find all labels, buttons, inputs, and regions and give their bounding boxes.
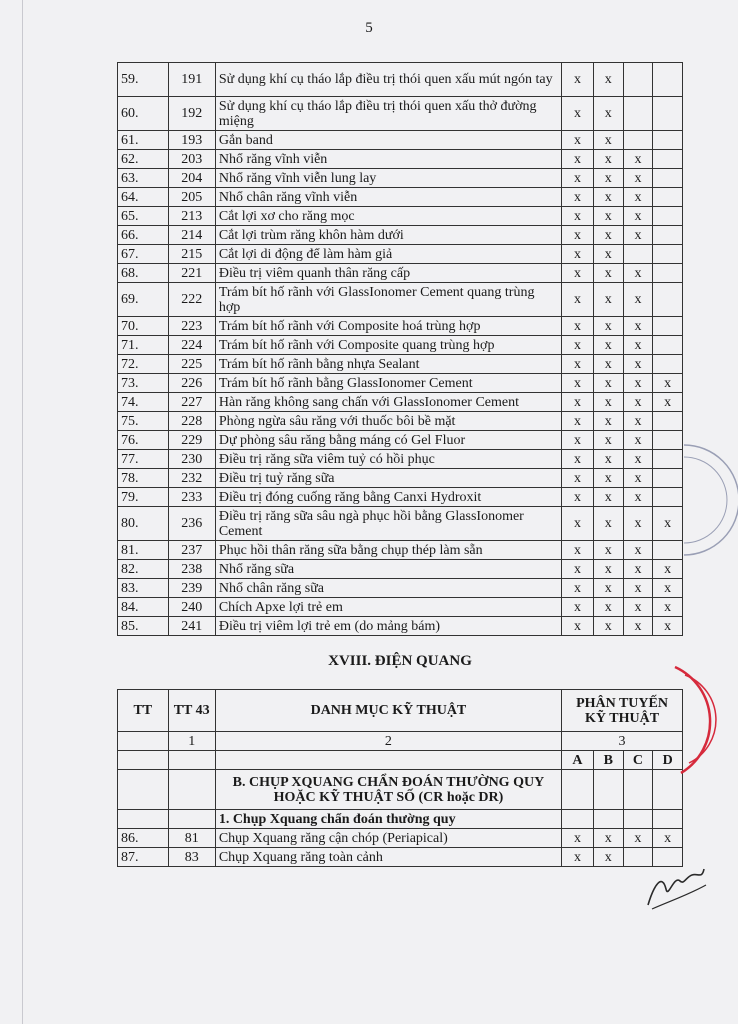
empty-cell bbox=[623, 770, 653, 810]
header-danh-muc: DANH MỤC KỸ THUẬT bbox=[215, 690, 561, 732]
row-level-mark: x bbox=[593, 283, 623, 317]
row-name: Cắt lợi trùm răng khôn hàm dưới bbox=[215, 226, 561, 245]
row-level-mark bbox=[653, 226, 683, 245]
subsection-b-row bbox=[118, 770, 683, 810]
row-level-mark: x bbox=[593, 507, 623, 541]
table-row bbox=[118, 317, 683, 336]
row-name: Nhổ răng vĩnh viễn lung lay bbox=[215, 169, 561, 188]
subsection-b-title: B. CHỤP XQUANG CHẨN ĐOÁN THƯỜNG QUY HOẶC KỸ THUẬT SỐ (CR hoặc DR) bbox=[215, 770, 561, 810]
row-tt: 66. bbox=[118, 226, 169, 245]
row-level-mark bbox=[623, 245, 653, 264]
table-row bbox=[118, 560, 683, 579]
row-level-mark: x bbox=[623, 283, 653, 317]
level-cell-empty bbox=[118, 751, 169, 770]
empty-cell bbox=[623, 810, 653, 829]
table-row bbox=[118, 579, 683, 598]
row-code: 205 bbox=[168, 188, 215, 207]
table-row bbox=[118, 598, 683, 617]
row-tt: 61. bbox=[118, 131, 169, 150]
row-tt: 80. bbox=[118, 507, 169, 541]
row-level-mark: x bbox=[562, 355, 594, 374]
row-level-mark: x bbox=[562, 207, 594, 226]
empty-cell bbox=[168, 770, 215, 810]
row-level-mark: x bbox=[653, 829, 683, 848]
row-tt: 70. bbox=[118, 317, 169, 336]
row-name: Điều trị răng sữa viêm tuỷ có hồi phục bbox=[215, 450, 561, 469]
row-code: 227 bbox=[168, 393, 215, 412]
row-level-mark: x bbox=[623, 598, 653, 617]
row-code: 223 bbox=[168, 317, 215, 336]
row-level-mark bbox=[653, 63, 683, 97]
row-level-mark: x bbox=[562, 848, 594, 867]
row-code: 222 bbox=[168, 283, 215, 317]
level-c: C bbox=[623, 751, 653, 770]
row-level-mark: x bbox=[562, 393, 594, 412]
level-row bbox=[118, 751, 683, 770]
row-name: Điều trị răng sữa sâu ngà phục hồi bằng GlassIonomer Cement bbox=[215, 507, 561, 541]
table-row bbox=[118, 131, 683, 150]
row-tt: 65. bbox=[118, 207, 169, 226]
row-name: Trám bít hố rãnh với GlassIonomer Cement quang trùng hợp bbox=[215, 283, 561, 317]
row-level-mark: x bbox=[562, 169, 594, 188]
row-level-mark: x bbox=[623, 169, 653, 188]
row-level-mark bbox=[653, 431, 683, 450]
row-code: 240 bbox=[168, 598, 215, 617]
row-level-mark: x bbox=[562, 226, 594, 245]
row-code: 226 bbox=[168, 374, 215, 393]
row-level-mark bbox=[653, 131, 683, 150]
row-level-mark bbox=[653, 188, 683, 207]
row-level-mark: x bbox=[653, 579, 683, 598]
row-level-mark: x bbox=[593, 207, 623, 226]
row-level-mark: x bbox=[593, 374, 623, 393]
row-level-mark: x bbox=[562, 431, 594, 450]
row-level-mark bbox=[653, 469, 683, 488]
row-level-mark: x bbox=[593, 848, 623, 867]
page-number: 5 bbox=[365, 20, 373, 36]
row-name: Nhổ chân răng sữa bbox=[215, 579, 561, 598]
row-name: Điều trị đóng cuống răng bằng Canxi Hydroxit bbox=[215, 488, 561, 507]
empty-cell bbox=[118, 810, 169, 829]
row-name: Điều trị viêm quanh thân răng cấp bbox=[215, 264, 561, 283]
table-row bbox=[118, 97, 683, 131]
row-level-mark: x bbox=[653, 560, 683, 579]
table-row bbox=[118, 336, 683, 355]
row-level-mark bbox=[653, 97, 683, 131]
row-level-mark: x bbox=[593, 264, 623, 283]
row-level-mark: x bbox=[593, 598, 623, 617]
row-code: 236 bbox=[168, 507, 215, 541]
row-name: Chụp Xquang răng cận chóp (Periapical) bbox=[215, 829, 561, 848]
row-level-mark: x bbox=[593, 355, 623, 374]
row-tt: 85. bbox=[118, 617, 169, 636]
row-code: 224 bbox=[168, 336, 215, 355]
row-tt: 59. bbox=[118, 63, 169, 97]
table-row bbox=[118, 829, 683, 848]
row-code: 237 bbox=[168, 541, 215, 560]
row-level-mark: x bbox=[623, 617, 653, 636]
level-cell-empty bbox=[215, 751, 561, 770]
row-level-mark: x bbox=[623, 488, 653, 507]
row-code: 229 bbox=[168, 431, 215, 450]
table-row bbox=[118, 431, 683, 450]
row-level-mark: x bbox=[593, 617, 623, 636]
row-tt: 60. bbox=[118, 97, 169, 131]
row-tt: 63. bbox=[118, 169, 169, 188]
row-level-mark: x bbox=[593, 450, 623, 469]
row-name: Gắn band bbox=[215, 131, 561, 150]
row-level-mark bbox=[653, 283, 683, 317]
row-level-mark: x bbox=[562, 283, 594, 317]
row-code: 214 bbox=[168, 226, 215, 245]
row-level-mark bbox=[653, 169, 683, 188]
row-name: Trám bít hố rãnh bằng GlassIonomer Cement bbox=[215, 374, 561, 393]
table-row bbox=[118, 488, 683, 507]
row-level-mark: x bbox=[562, 541, 594, 560]
row-level-mark: x bbox=[562, 450, 594, 469]
row-name: Dự phòng sâu răng bằng máng có Gel Fluor bbox=[215, 431, 561, 450]
row-level-mark: x bbox=[562, 245, 594, 264]
row-level-mark: x bbox=[562, 317, 594, 336]
row-tt: 83. bbox=[118, 579, 169, 598]
row-level-mark: x bbox=[593, 97, 623, 131]
row-code: 225 bbox=[168, 355, 215, 374]
signature-mark bbox=[640, 855, 710, 915]
row-level-mark bbox=[623, 63, 653, 97]
row-name: Nhổ răng sữa bbox=[215, 560, 561, 579]
row-name: Nhổ chân răng vĩnh viễn bbox=[215, 188, 561, 207]
row-tt: 86. bbox=[118, 829, 169, 848]
row-level-mark bbox=[653, 541, 683, 560]
row-code: 83 bbox=[168, 848, 215, 867]
row-level-mark: x bbox=[623, 829, 653, 848]
number-cell-2: 2 bbox=[215, 732, 561, 751]
row-level-mark: x bbox=[653, 374, 683, 393]
header-row bbox=[118, 690, 683, 732]
row-tt: 68. bbox=[118, 264, 169, 283]
table-row bbox=[118, 245, 683, 264]
row-name: Chụp Xquang răng toàn cảnh bbox=[215, 848, 561, 867]
row-level-mark: x bbox=[653, 507, 683, 541]
number-cell-empty bbox=[118, 732, 169, 751]
row-code: 193 bbox=[168, 131, 215, 150]
row-name: Sử dụng khí cụ tháo lắp điều trị thói quen xấu thở đường miệng bbox=[215, 97, 561, 131]
subsection-1-title: 1. Chụp Xquang chẩn đoán thường quy bbox=[215, 810, 561, 829]
row-name: Trám bít hố rãnh với Composite quang trùng hợp bbox=[215, 336, 561, 355]
row-name: Cắt lợi di động để làm hàm giả bbox=[215, 245, 561, 264]
number-row bbox=[118, 732, 683, 751]
row-level-mark: x bbox=[593, 169, 623, 188]
row-level-mark: x bbox=[623, 393, 653, 412]
row-level-mark bbox=[653, 355, 683, 374]
table-row bbox=[118, 393, 683, 412]
row-tt: 69. bbox=[118, 283, 169, 317]
section-title: XVIII. ĐIỆN QUANG bbox=[328, 653, 472, 669]
row-level-mark bbox=[653, 207, 683, 226]
row-level-mark: x bbox=[593, 317, 623, 336]
row-level-mark: x bbox=[623, 317, 653, 336]
row-level-mark: x bbox=[593, 393, 623, 412]
empty-cell bbox=[593, 810, 623, 829]
row-name: Sử dụng khí cụ tháo lắp điều trị thói quen xấu mút ngón tay bbox=[215, 63, 561, 97]
row-level-mark: x bbox=[623, 188, 653, 207]
row-tt: 72. bbox=[118, 355, 169, 374]
row-tt: 73. bbox=[118, 374, 169, 393]
table-row bbox=[118, 355, 683, 374]
table-row bbox=[118, 507, 683, 541]
row-level-mark: x bbox=[593, 150, 623, 169]
row-level-mark: x bbox=[562, 617, 594, 636]
row-tt: 76. bbox=[118, 431, 169, 450]
row-code: 204 bbox=[168, 169, 215, 188]
table-row bbox=[118, 207, 683, 226]
row-name: Trám bít hố rãnh bằng nhựa Sealant bbox=[215, 355, 561, 374]
row-level-mark: x bbox=[623, 412, 653, 431]
row-level-mark: x bbox=[623, 374, 653, 393]
table-row bbox=[118, 169, 683, 188]
table-row bbox=[118, 469, 683, 488]
row-level-mark bbox=[653, 412, 683, 431]
level-d: D bbox=[653, 751, 683, 770]
row-name: Điều trị viêm lợi trẻ em (do mảng bám) bbox=[215, 617, 561, 636]
table-row bbox=[118, 283, 683, 317]
row-level-mark: x bbox=[653, 617, 683, 636]
row-tt: 79. bbox=[118, 488, 169, 507]
row-tt: 84. bbox=[118, 598, 169, 617]
row-level-mark bbox=[653, 245, 683, 264]
row-level-mark: x bbox=[593, 336, 623, 355]
row-level-mark: x bbox=[562, 598, 594, 617]
subsection-1-row bbox=[118, 810, 683, 829]
row-tt: 78. bbox=[118, 469, 169, 488]
row-level-mark: x bbox=[562, 560, 594, 579]
row-level-mark: x bbox=[623, 560, 653, 579]
row-name: Hàn răng không sang chấn với GlassIonomer Cement bbox=[215, 393, 561, 412]
row-level-mark: x bbox=[593, 188, 623, 207]
row-name: Trám bít hố rãnh với Composite hoá trùng hợp bbox=[215, 317, 561, 336]
bottom-table-body bbox=[118, 829, 683, 867]
row-code: 221 bbox=[168, 264, 215, 283]
row-level-mark: x bbox=[562, 507, 594, 541]
row-level-mark: x bbox=[562, 97, 594, 131]
table-row bbox=[118, 63, 683, 97]
row-code: 203 bbox=[168, 150, 215, 169]
row-level-mark: x bbox=[593, 226, 623, 245]
row-name: Phục hồi thân răng sữa bằng chụp thép làm sẵn bbox=[215, 541, 561, 560]
table-row bbox=[118, 617, 683, 636]
row-code: 81 bbox=[168, 829, 215, 848]
empty-cell bbox=[118, 770, 169, 810]
table-row bbox=[118, 226, 683, 245]
row-level-mark: x bbox=[593, 488, 623, 507]
row-level-mark: x bbox=[562, 488, 594, 507]
row-name: Phòng ngừa sâu răng với thuốc bôi bề mặt bbox=[215, 412, 561, 431]
row-code: 241 bbox=[168, 617, 215, 636]
table-row bbox=[118, 412, 683, 431]
row-level-mark: x bbox=[562, 469, 594, 488]
row-level-mark: x bbox=[623, 150, 653, 169]
row-code: 238 bbox=[168, 560, 215, 579]
row-level-mark: x bbox=[562, 336, 594, 355]
row-level-mark bbox=[653, 264, 683, 283]
empty-cell bbox=[653, 810, 683, 829]
row-level-mark: x bbox=[562, 264, 594, 283]
row-level-mark: x bbox=[593, 560, 623, 579]
row-level-mark: x bbox=[623, 336, 653, 355]
row-level-mark: x bbox=[623, 579, 653, 598]
number-cell-3: 3 bbox=[562, 732, 683, 751]
row-code: 232 bbox=[168, 469, 215, 488]
row-level-mark bbox=[653, 150, 683, 169]
row-level-mark: x bbox=[562, 63, 594, 97]
level-cell-empty bbox=[168, 751, 215, 770]
empty-cell bbox=[653, 770, 683, 810]
row-code: 215 bbox=[168, 245, 215, 264]
row-code: 228 bbox=[168, 412, 215, 431]
row-tt: 74. bbox=[118, 393, 169, 412]
row-tt: 71. bbox=[118, 336, 169, 355]
row-level-mark: x bbox=[593, 541, 623, 560]
level-b: B bbox=[593, 751, 623, 770]
row-level-mark: x bbox=[593, 829, 623, 848]
row-level-mark: x bbox=[593, 245, 623, 264]
row-level-mark bbox=[623, 131, 653, 150]
row-level-mark bbox=[623, 97, 653, 131]
row-code: 213 bbox=[168, 207, 215, 226]
row-level-mark: x bbox=[593, 131, 623, 150]
technique-table-top bbox=[117, 62, 683, 636]
row-name: Chích Apxe lợi trẻ em bbox=[215, 598, 561, 617]
red-stamp-mark bbox=[655, 665, 738, 775]
row-code: 239 bbox=[168, 579, 215, 598]
row-tt: 87. bbox=[118, 848, 169, 867]
row-name: Cắt lợi xơ cho răng mọc bbox=[215, 207, 561, 226]
row-level-mark: x bbox=[623, 507, 653, 541]
table-row bbox=[118, 450, 683, 469]
row-level-mark: x bbox=[653, 598, 683, 617]
row-level-mark bbox=[653, 336, 683, 355]
row-code: 192 bbox=[168, 97, 215, 131]
faint-stamp-mark bbox=[684, 425, 738, 565]
row-tt: 81. bbox=[118, 541, 169, 560]
row-level-mark bbox=[653, 317, 683, 336]
table-row bbox=[118, 848, 683, 867]
row-level-mark: x bbox=[623, 264, 653, 283]
table-row bbox=[118, 264, 683, 283]
row-level-mark: x bbox=[623, 431, 653, 450]
row-level-mark: x bbox=[623, 226, 653, 245]
row-level-mark: x bbox=[562, 412, 594, 431]
header-phan-tuyen: PHÂN TUYẾN KỸ THUẬT bbox=[562, 690, 683, 732]
row-level-mark bbox=[653, 488, 683, 507]
empty-cell bbox=[593, 770, 623, 810]
header-tt: TT bbox=[118, 690, 169, 732]
header-tt43: TT 43 bbox=[168, 690, 215, 732]
table-row bbox=[118, 150, 683, 169]
binding-line bbox=[22, 0, 23, 1024]
row-level-mark: x bbox=[593, 579, 623, 598]
row-level-mark: x bbox=[623, 469, 653, 488]
row-tt: 77. bbox=[118, 450, 169, 469]
row-level-mark: x bbox=[593, 469, 623, 488]
top-table-body bbox=[118, 63, 683, 636]
row-level-mark: x bbox=[562, 829, 594, 848]
row-level-mark: x bbox=[623, 355, 653, 374]
level-a: A bbox=[562, 751, 594, 770]
technique-table-bottom bbox=[117, 689, 683, 867]
empty-cell bbox=[562, 810, 594, 829]
table-row bbox=[118, 374, 683, 393]
row-level-mark: x bbox=[562, 131, 594, 150]
row-level-mark: x bbox=[593, 63, 623, 97]
empty-cell bbox=[168, 810, 215, 829]
table-row bbox=[118, 541, 683, 560]
empty-cell bbox=[562, 770, 594, 810]
row-tt: 64. bbox=[118, 188, 169, 207]
row-level-mark: x bbox=[562, 150, 594, 169]
row-level-mark: x bbox=[562, 579, 594, 598]
row-level-mark: x bbox=[653, 393, 683, 412]
row-name: Điều trị tuỷ răng sữa bbox=[215, 469, 561, 488]
row-code: 233 bbox=[168, 488, 215, 507]
row-tt: 67. bbox=[118, 245, 169, 264]
row-level-mark: x bbox=[593, 431, 623, 450]
row-level-mark: x bbox=[623, 207, 653, 226]
row-level-mark: x bbox=[562, 374, 594, 393]
row-level-mark bbox=[653, 450, 683, 469]
row-code: 191 bbox=[168, 63, 215, 97]
row-code: 230 bbox=[168, 450, 215, 469]
row-tt: 62. bbox=[118, 150, 169, 169]
row-level-mark: x bbox=[623, 541, 653, 560]
number-cell-1: 1 bbox=[168, 732, 215, 751]
row-name: Nhổ răng vĩnh viễn bbox=[215, 150, 561, 169]
table-row bbox=[118, 188, 683, 207]
row-level-mark: x bbox=[562, 188, 594, 207]
row-tt: 82. bbox=[118, 560, 169, 579]
row-level-mark: x bbox=[593, 412, 623, 431]
row-level-mark: x bbox=[623, 450, 653, 469]
row-tt: 75. bbox=[118, 412, 169, 431]
